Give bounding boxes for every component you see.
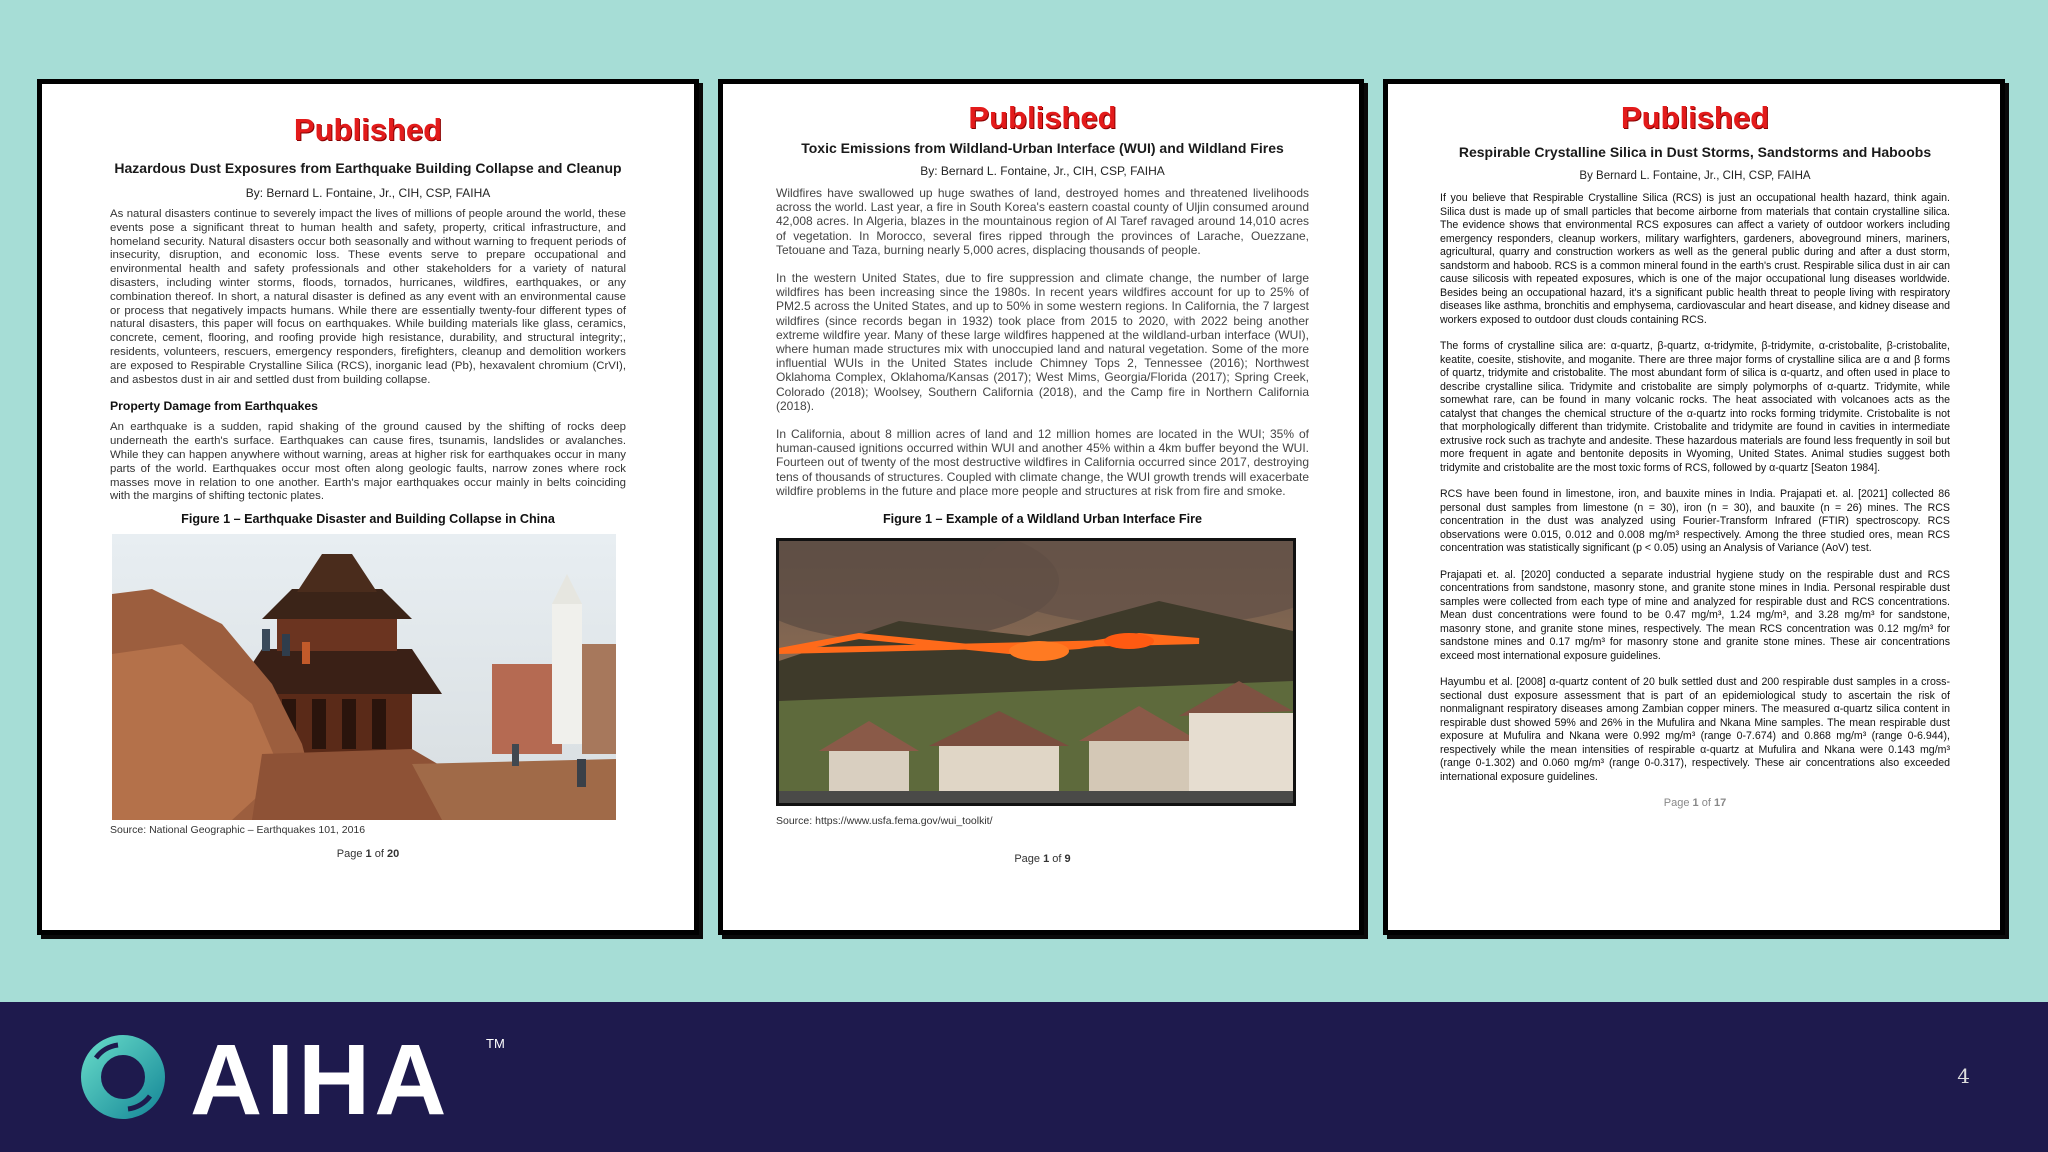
section-heading: Property Damage from Earthquakes [110, 399, 318, 414]
page-indicator: Page 1 of 17 [1663, 797, 1727, 809]
paragraph: Prajapati et. al. [2020] conducted a separate industrial hygiene study on the respirable dust and RCS concentrations from sandstone, masonry stone, and granite stone mines in India. Personal respirable dust samples were collected from each type of mine and analyzed for respirable dust and RCS concentrations. Mean dust concentrations were found to be 0.47 mg/m³, 1.24 mg/m³, and 3.28 mg/m³ for sandstone, masonry stone, and granite stone mines, respectively. The mean RCS concentration was 0.12 mg/m³ for sandstone mines and 0.17 mg/m³ for masonry stone and granite stone mines. These air concentrations exceed most international exposure guidelines. [1440, 568, 1950, 662]
paragraph: As natural disasters continue to severely impact the lives of millions of people around the world, these events pose a significant threat to human health and safety, property, critical infrastructure, and homeland security. Natural disasters occur both seasonally and without warning to frequent periods of insecurity, disruption, and economic loss. These events serve to prepare occupational and environmental health and safety professionals and other stakeholders for a variety of natural disasters, including winter storms, floods, tornados, hurricanes, wildfires, earthquakes, or any combination thereof. In short, a natural disaster is defined as any event with an environmental cause or process that negatively impacts humans. While there are essentially twenty-four different types of natural disasters, this paper will focus on earthquakes. While building materials like glass, ceramics, concrete, cement, flooring, and roofing provide high resistance, durability, and structural integrity;, residents, volunteers, rescuers, emergency responders, firefighters, cleanup and demolition workers are exposed to Respirable Crystalline Silica (RCS), inorganic lead (Pb), hexavalent chromium (CrVI), and asbestos dust in air and settled dust from building collapse. [110, 208, 626, 386]
published-badge: Published [1620, 100, 1770, 135]
document-silica [1383, 79, 2005, 935]
document-title: Toxic Emissions from Wildland-Urban Interface (WUI) and Wildland Fires [801, 140, 1284, 156]
byline: By: Bernard L. Fontaine, Jr., CIH, CSP, FAIHA [245, 186, 491, 200]
figure-source: Source: National Geographic – Earthquakes 101, 2016 [110, 824, 366, 837]
figure-caption: Figure 1 – Earthquake Disaster and Building Collapse in China [181, 512, 555, 527]
logo-ring-icon [78, 1032, 168, 1122]
page-indicator: Page 1 of 20 [336, 848, 400, 861]
trademark-mark: TM [486, 1036, 505, 1051]
figure-caption: Figure 1 – Example of a Wildland Urban Interface Fire [882, 512, 1202, 527]
paragraph: The forms of crystalline silica are: α-quartz, β-quartz, α-tridymite, β-tridymite, α-cristobalite, β-cristobalite, keatite, coesite, stishovite, and moganite. There are three major forms of crystalline silica are α and β forms of quartz, tridymite and cristobalite. The most abundant form of silica is α-quartz, and often used in place to describe crystalline silica. Tridymite and cristobalite are simply polymorphs of α-quartz. Tridymite, while somewhat rare, can be found in many volcanic rocks. The heat associated with volcanoes acts as the catalyst that changes the chemical structure of the α-quartz into rocks forming tridymite. Cristobalite is not that morphologically different than tridymite. Cristobalite and tridymite are found in cavities in intermediate extrusive rock such as trachyte and andesite. These hazardous materials are found less frequently in soil but more frequent in agate and bentonite deposits in Wyoming, United States. Animal studies suggest both tridymite and cristobalite are the most toxic forms of RCS, followed by α-quartz [Seaton 1984]. [1440, 340, 1950, 474]
slide-number: 4 [1957, 1064, 1970, 1088]
page-indicator: Page 1 of 9 [1014, 853, 1071, 866]
document-earthquake [37, 79, 699, 935]
paragraph: If you believe that Respirable Crystalline Silica (RCS) is just an occupational health hazard, think again. Silica dust is made up of small particles that become airborne from materials that contain crystalline silica. The evidence shows that environmental RCS exposures can affect a variety of outdoor workers including emergency responders, cleanup workers, military warfighters, gardeners, aboveground miners, mariners, agricultural, quarry and construction workers as well as the general public during and after a dust storm, sandstorm and haboob. RCS is a common mineral found in the earth's crust. Respirable silica dust in air can cause silicosis with repeated exposures, which is one of the major occupational lung diseases worldwide. Besides being an occupational hazard, it's a significant public health threat to people living with respiratory diseases like asthma, bronchitis and emphysema, cardiovascular and heart disease, and kidney disease and workers exposed to outdoor dust clouds containing RCS. [1440, 192, 1950, 326]
aiha-logo [78, 1032, 168, 1122]
wildfire-photo [776, 538, 1296, 806]
paragraph: In California, about 8 million acres of land and 12 million homes are located in the WUI; 35% of human-caused ignitions occurred within WUI and another 45% within a 4km buffer beyond the WUI. Fourteen out of twenty of the most destructive wildfires in California occurred since 2017, destroying tens of thousands of structures. Coupled with climate change, the WUI growth trends will exacerbate wildfire problems in the future and place more people and structures at risk from fire and smoke. [776, 427, 1309, 498]
published-badge: Published [293, 112, 443, 147]
byline: By: Bernard L. Fontaine, Jr., CIH, CSP, FAIHA [920, 164, 1165, 178]
paragraph: An earthquake is a sudden, rapid shaking of the ground caused by the shifting of rocks deep underneath the earth's surface. Earthquakes can cause fires, tsunamis, landslides or avalanches. While they can happen anywhere without warning, areas at higher risk for earthquakes occur in many parts of the world. Earthquakes occur most often along geologic faults, narrow zones where rock masses move in relation to one another. Earth's major earthquakes occur mainly in belts coinciding with the margins of shifting tectonic plates. [110, 421, 626, 503]
paragraph: RCS have been found in limestone, iron, and bauxite mines in India. Prajapati et. al. [2021] collected 86 personal dust samples from limestone (n = 30), iron (n = 30), and bauxite (n = 26) mines. The RCS concentration in the dust was analyzed using Fourier-Transform Infrared (FTIR) spectroscopy. RCS observations were 0.015, 0.012 and 0.008 mg/m³ respectively. Among the three studied ores, mean RCS concentration was statistically significant (p < 0.05) using an Analysis of Variance (AoV) test. [1440, 488, 1950, 554]
logo-wordmark: AIHA [190, 1024, 451, 1136]
earthquake-photo [112, 534, 616, 820]
document-title: Respirable Crystalline Silica in Dust Storms, Sandstorms and Haboobs [1458, 144, 1932, 160]
document-title: Hazardous Dust Exposures from Earthquake Building Collapse and Cleanup [114, 160, 622, 176]
document-wildfire [718, 79, 1364, 935]
published-badge: Published [968, 100, 1117, 135]
footer-bar [0, 1002, 2048, 1152]
figure-source: Source: https://www.usfa.fema.gov/wui_toolkit/ [776, 815, 993, 828]
paragraph: Wildfires have swallowed up huge swathes of land, destroyed homes and threatened livelihoods across the world. Last year, a fire in South Korea's eastern coastal county of Uljin consumed around 42,008 acres. In Algeria, blazes in the mountainous region of Al Taref ravaged around 14,010 acres of vegetation. In Morocco, several fires ripped through the provinces of Larache, Ouezzane, Tetouane and Taza, burning nearly 5,000 acres, displacing thousands of people. [776, 186, 1309, 257]
paragraph: In the western United States, due to fire suppression and climate change, the number of large wildfires has been increasing since the 1980s. In recent years wildfires account for up to 25% of PM2.5 across the United States, and up to 50% in some western regions. In California, the 7 largest wildfires (since records began in 1932) took place from 2015 to 2020, with 2022 being another extreme wildfire year. Many of these large wildfires happened at the wildland-urban interface (WUI), where human made structures mix with unoccupied land and natural vegetation. Some of the more influential WUIs in the United States include Chimney Tops 2, Tennessee (2016); Northwest Oklahoma Complex, Oklahoma/Kansas (2017); West Mims, Georgia/Florida (2017); Spring Creek, Colorado (2018); Woolsey, Southern California (2018), and the Camp fire in Northern California (2018). [776, 271, 1309, 413]
paragraph: Hayumbu et al. [2008] α-quartz content of 20 bulk settled dust and 200 respirable dust samples in a cross-sectional dust exposure assessment that is part of an epidemiological study to ascertain the risk of nonmalignant respiratory diseases among Zambian copper miners. The measured α-quartz silica content in respirable dust showed 59% and 26% in the Mufulira and Nkana Mine samples. The mean respirable dust exposure at Mufulira and Nkana were 0.992 mg/m³ (range 0-7.674) and 0.868 mg/m³ (range 0-6.944), respectively while the mean intensities of respirable α-quartz at Mufulira and Nkana were 0.143 mg/m³ (range 0-1.302) and 0.060 mg/m³ (range 0-0.317), respectively. These air concentrations also exceeded international exposure guidelines. [1440, 676, 1950, 783]
byline: By Bernard L. Fontaine, Jr., CIH, CSP, FAIHA [1579, 170, 1811, 182]
